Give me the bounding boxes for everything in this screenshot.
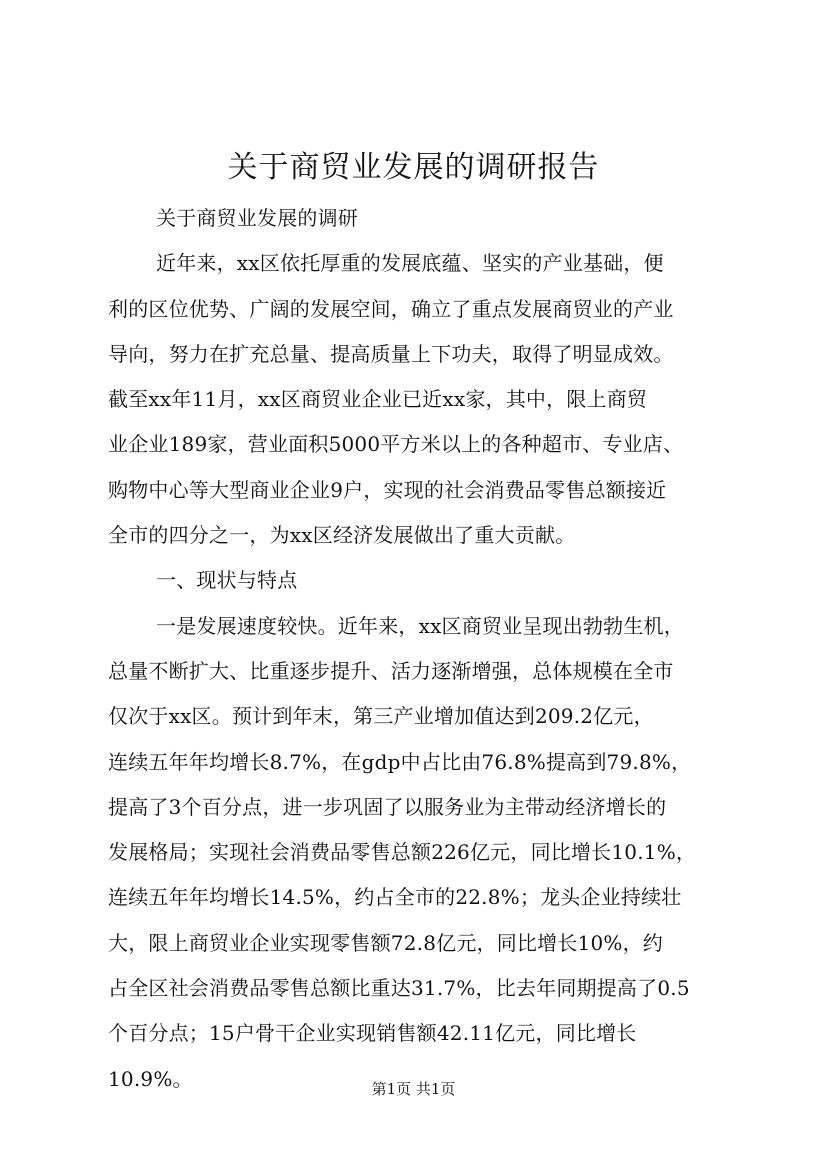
text-line: 全市的四分之一，为xx区经济发展做出了重大贡献。 <box>108 523 576 548</box>
text-line: 连续五年年均增长8.7%，在gdp中占比由76.8%提高到79.8%， <box>108 749 692 774</box>
text-line: 一是发展速度较快。近年来，xx区商贸业呈现出勃勃生机， <box>156 613 684 638</box>
text-line: 提高了3个百分点，进一步巩固了以服务业为主带动经济增长的 <box>108 794 667 819</box>
text-line: 业企业189家，营业面积5000平方米以上的各种超市、专业店、 <box>108 432 684 457</box>
subtitle-line: 关于商贸业发展的调研 <box>156 206 358 230</box>
section-heading: 一、现状与特点 <box>156 568 298 593</box>
text-line: 利的区位优势、广阔的发展空间，确立了重点发展商贸业的产业 <box>108 296 674 321</box>
text-line: 连续五年年均增长14.5%，约占全市的22.8%；龙头企业持续壮 <box>108 885 682 910</box>
text-line: 占全区社会消费品零售总额比重达31.7%，比去年同期提高了0.5 <box>108 976 690 1001</box>
document-title: 关于商贸业发展的调研报告 <box>227 150 600 185</box>
text-line: 导向，努力在扩充总量、提高质量上下功夫，取得了明显成效。 <box>108 341 674 366</box>
text-line: 发展格局；实现社会消费品零售总额226亿元，同比增长10.1%， <box>108 840 697 865</box>
text-line: 仅次于xx区。预计到年末，第三产业增加值达到209.2亿元， <box>108 704 654 729</box>
text-line: 大，限上商贸业企业实现零售额72.8亿元，同比增长10%，约 <box>108 930 663 955</box>
document-body <box>108 196 748 1102</box>
page-footer: 第1页 共1页 <box>371 1080 456 1098</box>
text-line: 10.9%。 <box>108 1066 193 1091</box>
text-line: 近年来，xx区依托厚重的发展底蕴、坚实的产业基础，便 <box>156 251 664 276</box>
text-line: 总量不断扩大、比重逐步提升、活力逐渐增强，总体规模在全市 <box>108 658 674 683</box>
text-line: 截至xx年11月，xx区商贸业企业已近xx家，其中，限上商贸 <box>108 387 648 412</box>
text-line: 个百分点；15户骨干企业实现销售额42.11亿元，同比增长 <box>108 1021 637 1046</box>
text-line: 购物中心等大型商业企业9户，实现的社会消费品零售总额接近 <box>108 477 667 502</box>
